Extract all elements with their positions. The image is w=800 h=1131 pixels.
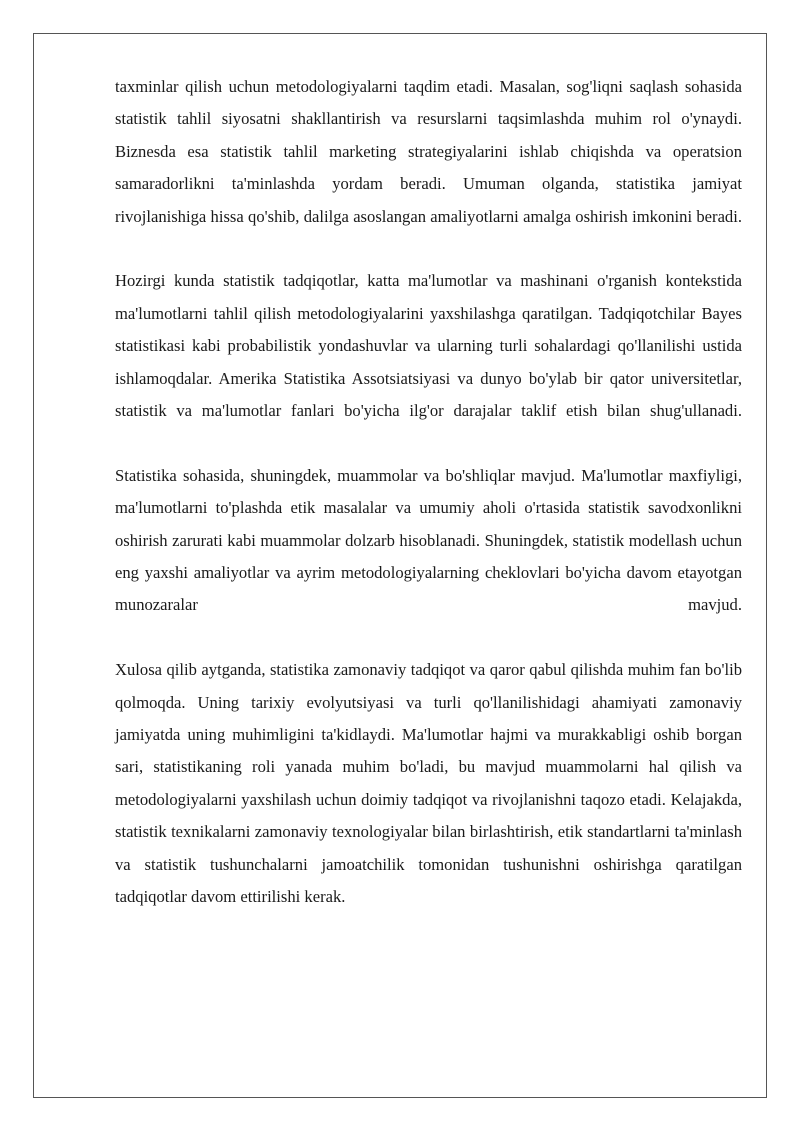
paragraph-3: Statistika sohasida, shuningdek, muammolar va bo'shliqlar mavjud. Ma'lumotlar maxfiyligi, ma'lumotlarni to'plashda etik masalalar va umumiy aholi o'rtasida statistik savodxonlikni oshirish zarurati kabi muammolar dolzarb hisoblanadi. Shuningdek, statistik modellash uchun eng yaxshi amaliyotlar va ayrim metodologiyalarning cheklovlari bo'yicha davom etayotgan munozaralar mavjud. bbox=[115, 465, 742, 615]
paragraph-2: Hozirgi kunda statistik tadqiqotlar, katta ma'lumotlar va mashinani o'rganish kontekstida ma'lumotlarni tahlil qilish metodologiyalarini yaxshilashga qaratilgan. Tadqiqotchilar Bayes statistikasi kabi probabilistik yondashuvlar va ularning turli sohalardagi qo'llanilishi ustida ishlamoqdalar. Amerika Statistika Assotsiatsiyasi va dunyo bo'ylab bir qator universitetlar, statistik va ma'lumotlar fanlari bo'yicha ilg'or darajalar taklif etish bilan shug'ullanadi. bbox=[115, 271, 742, 421]
document-body bbox=[115, 71, 742, 914]
paragraph-1: taxminlar qilish uchun metodologiyalarni taqdim etadi. Masalan, sog'liqni saqlash sohasida statistik tahlil siyosatni shakllantirish va resurslarni taqsimlashda muhim rol o'ynaydi. Biznesda esa statistik tahlil marketing strategiyalarini ishlab chiqishda va operatsion samaradorlikni ta'minlashda yordam beradi. Umuman olganda, statistika jamiyat rivojlanishiga hissa qo'shib, dalilga asoslangan amaliyotlarni amalga oshirish imkonini beradi. bbox=[115, 77, 742, 226]
paragraph-spacer bbox=[115, 233, 742, 265]
paragraph-spacer bbox=[115, 427, 742, 459]
paragraph-spacer bbox=[115, 622, 742, 654]
paragraph-4: Xulosa qilib aytganda, statistika zamonaviy tadqiqot va qaror qabul qilishda muhim fan bo'lib qolmoqda. Uning tarixiy evolyutsiyasi va turli qo'llanilishidagi ahamiyati zamonaviy jamiyatda uning muhimligini ta'kidlaydi. Ma'lumotlar hajmi va murakkabligi oshib borgan sari, statistikaning roli yanada muhim bo'ladi, bu mavjud muammolarni hal qilish va metodologiyalarni yaxshilash uchun doimiy tadqiqot va rivojlanishni taqozo etadi. Kelajakda, statistik texnikalarni zamonaviy texnologiyalar bilan birlashtirish, etik standartlarni ta'minlash va statistik tushunchalarni jamoatchilik tomonidan tushunishni oshirishga qaratilgan tadqiqotlar davom ettirilishi kerak. bbox=[115, 660, 742, 907]
